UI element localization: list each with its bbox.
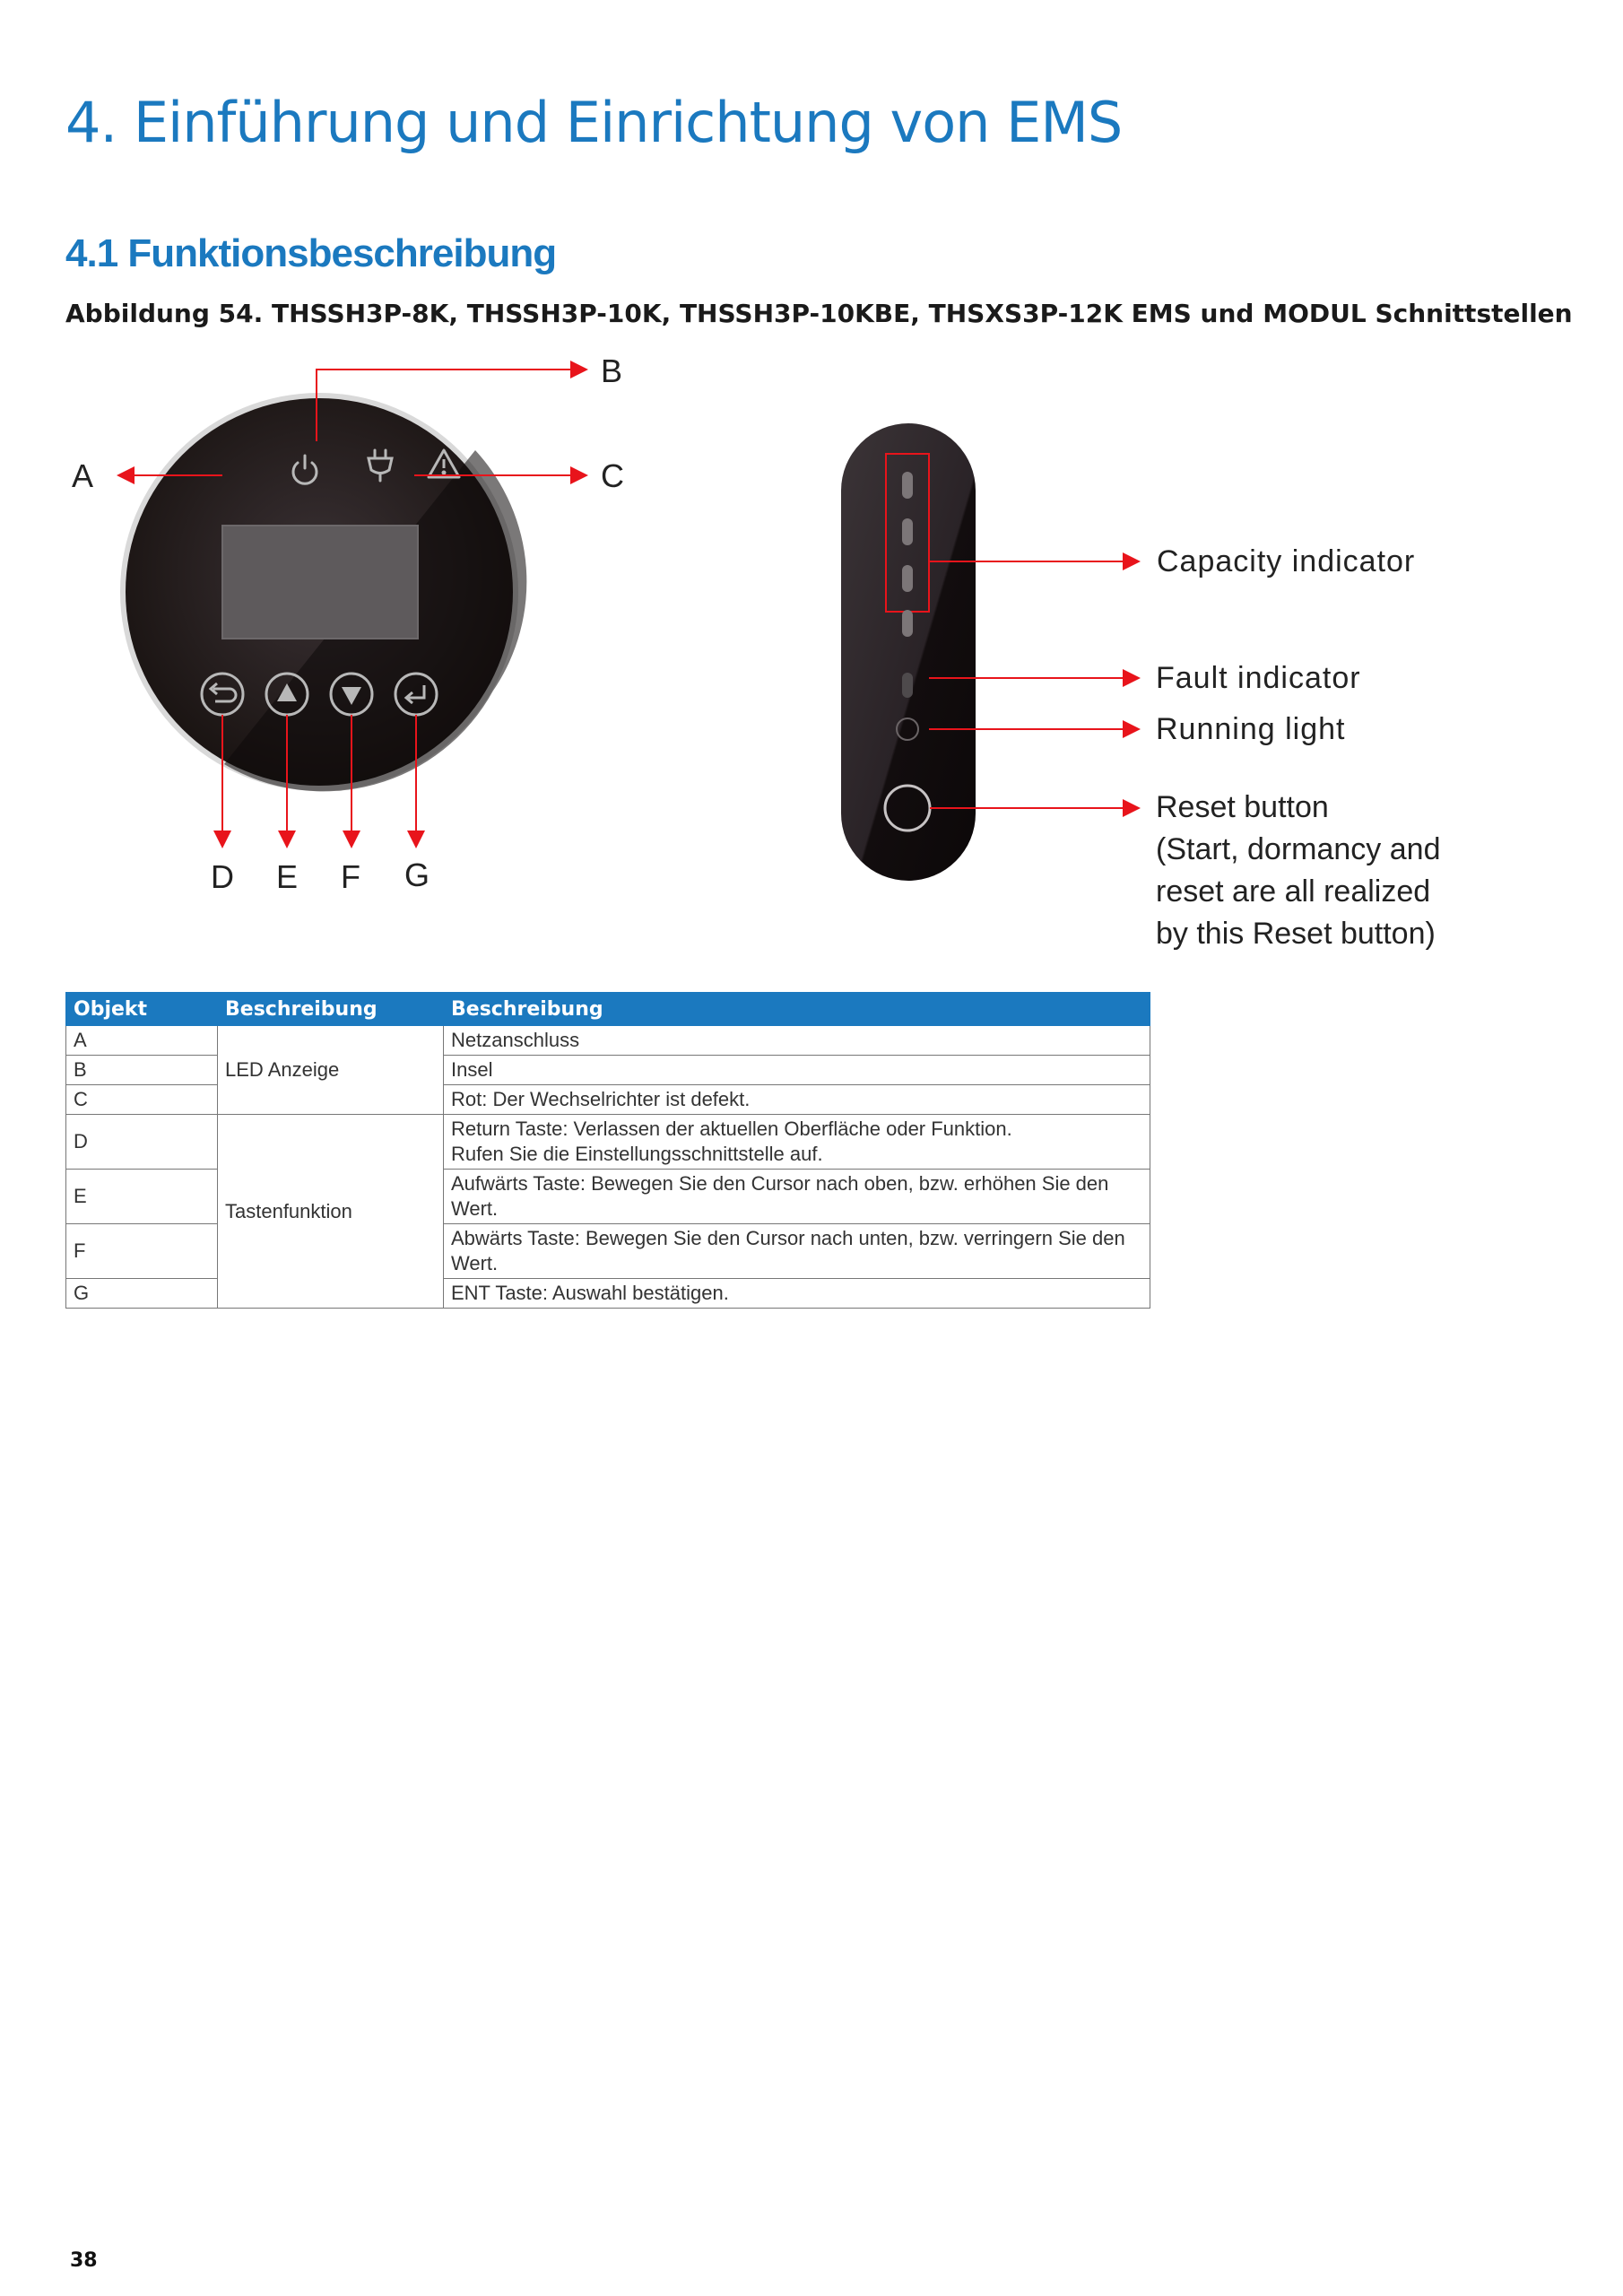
cell-obj: G bbox=[66, 1279, 218, 1309]
label-a: A bbox=[72, 457, 94, 494]
cell-desc: Netzanschluss bbox=[444, 1026, 1150, 1056]
cell-desc: ENT Taste: Auswahl bestätigen. bbox=[444, 1279, 1150, 1309]
fault-led bbox=[902, 673, 913, 698]
lcd-screen bbox=[222, 526, 418, 639]
label-e: E bbox=[276, 858, 299, 895]
page-number: 38 bbox=[70, 2249, 98, 2272]
cell-obj: C bbox=[66, 1085, 218, 1115]
header-objekt: Objekt bbox=[66, 993, 218, 1026]
module-panel bbox=[841, 423, 976, 881]
cell-desc: Abwärts Taste: Bewegen Sie den Cursor nach unten, bzw. verringern Sie den Wert. bbox=[444, 1224, 1150, 1279]
label-g: G bbox=[404, 857, 430, 893]
cell-group-keys: Tastenfunktion bbox=[218, 1115, 444, 1309]
label-d: D bbox=[211, 858, 234, 895]
reset-desc-line-1: (Start, dormancy and bbox=[1156, 832, 1441, 866]
interface-figure bbox=[63, 350, 1462, 969]
fault-indicator-label: Fault indicator bbox=[1156, 661, 1361, 695]
cell-desc-line-2: Rufen Sie die Einstellungsschnittstelle auf. bbox=[451, 1143, 823, 1165]
capacity-led-1 bbox=[902, 472, 913, 499]
page-title: 4. Einführung und Einrichtung von EMS bbox=[65, 90, 1123, 155]
cell-group-led: LED Anzeige bbox=[218, 1026, 444, 1115]
capacity-led-4 bbox=[902, 610, 913, 637]
cell-desc: Rot: Der Wechselrichter ist defekt. bbox=[444, 1085, 1150, 1115]
section-title: 4.1 Funktionsbeschreibung bbox=[65, 231, 557, 275]
cell-obj: D bbox=[66, 1115, 218, 1170]
capacity-indicator-label: Capacity indicator bbox=[1157, 544, 1416, 578]
cell-desc bbox=[444, 1115, 1150, 1170]
table-row bbox=[66, 1115, 1150, 1170]
header-beschreibung-1: Beschreibung bbox=[218, 993, 444, 1026]
label-b: B bbox=[601, 352, 623, 389]
reset-button-label: Reset button bbox=[1156, 790, 1329, 824]
cell-desc-line-1: Return Taste: Verlassen der aktuellen Oberfläche oder Funktion. bbox=[451, 1118, 1012, 1140]
reset-desc-line-3: by this Reset button) bbox=[1156, 917, 1436, 951]
cell-desc: Insel bbox=[444, 1056, 1150, 1085]
cell-obj: A bbox=[66, 1026, 218, 1056]
label-c: C bbox=[601, 457, 624, 494]
table-row bbox=[66, 1026, 1150, 1056]
capacity-led-2 bbox=[902, 518, 913, 545]
cell-obj: F bbox=[66, 1224, 218, 1279]
label-f: F bbox=[341, 858, 360, 895]
cell-obj: E bbox=[66, 1170, 218, 1224]
description-table bbox=[65, 992, 1150, 1309]
header-beschreibung-2: Beschreibung bbox=[444, 993, 1150, 1026]
round-display-panel bbox=[120, 393, 526, 791]
cell-obj: B bbox=[66, 1056, 218, 1085]
cell-desc: Aufwärts Taste: Bewegen Sie den Cursor nach oben, bzw. erhöhen Sie den Wert. bbox=[444, 1170, 1150, 1224]
figure-caption: Abbildung 54. THSSH3P-8K, THSSH3P-10K, THSSH3P-10KBE, THSXS3P-12K EMS und MODUL Schnittstellen bbox=[65, 299, 1573, 328]
reset-desc-line-2: reset are all realized bbox=[1156, 874, 1431, 909]
table-header-row bbox=[66, 993, 1150, 1026]
running-light-label: Running light bbox=[1156, 712, 1346, 746]
capacity-led-3 bbox=[902, 565, 913, 592]
